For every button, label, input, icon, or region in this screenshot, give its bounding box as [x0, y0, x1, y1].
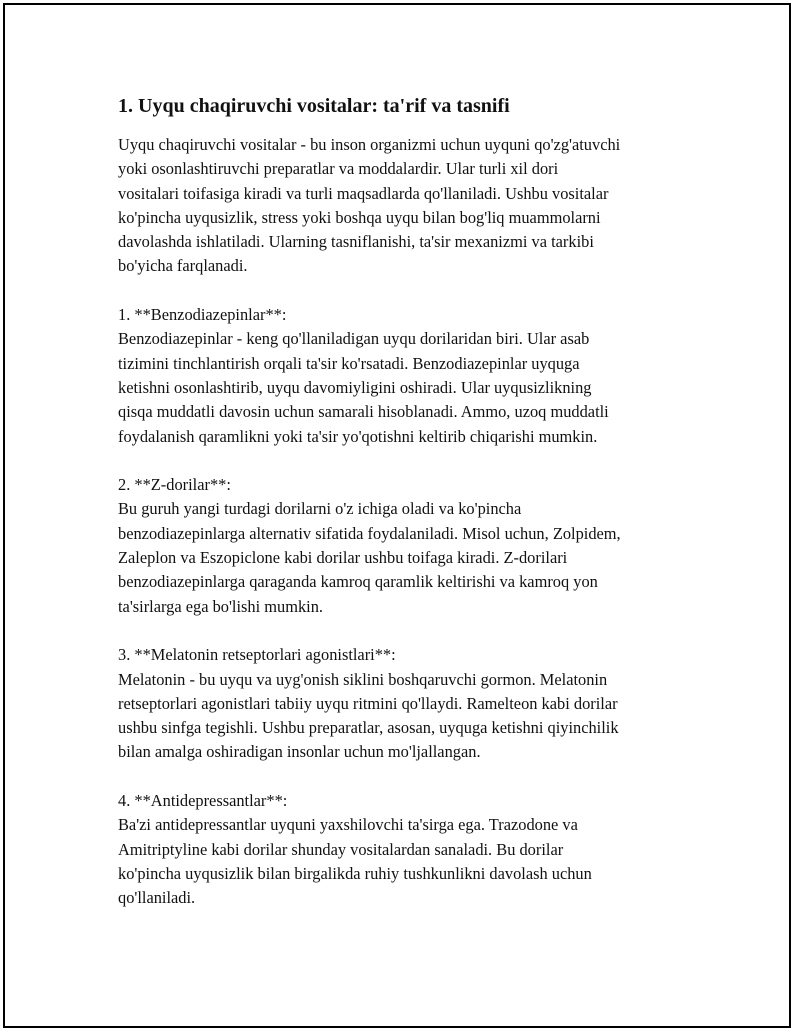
section-melatonin-agonists [118, 643, 698, 764]
intro-paragraph: Uyqu chaqiruvchi vositalar - bu inson organizmi uchun uyquni qo'zg'atuvchi yoki osonlashtiruvchi preparatlar va moddalardir. Ular turli xil dori vositalari toifasiga kiradi va turli maqsadlarda qo'llaniladi. Ushbu vositalar ko'pincha uyqusizlik, stress yoki boshqa uyqu bilan bog'liq muammolarni davolashda ishlatiladi. Ularning tasniflanishi, ta'sir mexanizmi va tarkibi bo'yicha farqlanadi. [118, 135, 621, 276]
section-heading: 1. **Benzodiazepinlar**: [118, 305, 287, 325]
section-antidepressants [118, 789, 698, 910]
section-benzodiazepines [118, 303, 698, 449]
section-heading: 3. **Melatonin retseptorlari agonistlari**: [118, 645, 396, 665]
section-z-drugs [118, 473, 698, 619]
paragraph-gap [118, 765, 698, 789]
document-title: 1. Uyqu chaqiruvchi vositalar: ta'rif va tasnifi [118, 95, 510, 117]
paragraph-gap [118, 449, 698, 473]
section-text: Benzodiazepinlar - keng qo'llaniladigan uyqu dorilaridan biri. Ular asab tizimini tinchlantirish orqali ta'sir ko'rsatadi. Benzodiazepinlar uyquga ketishni osonlashtirib, uyqu davomiyligini oshiradi. Ular uyqusizlikning qisqa muddatli davosin uchun samarali hisoblanadi. Ammo, uzoq muddatli foydalanish qaramlikni yoki ta'sir yo'qotishni keltirib chiqarishi mumkin. [118, 329, 609, 446]
section-text: Melatonin - bu uyqu va uyg'onish siklini boshqaruvchi gormon. Melatonin retseptorlari agonistlari tabiiy uyqu ritmini qo'llaydi. Ramelteon kabi dorilar ushbu sinfga tegishli. Ushbu preparatlar, asosan, uyquga ketishni qiyinchilik bilan amalga oshiradigan insonlar uchun mo'ljallangan. [118, 669, 619, 762]
section-heading: 2. **Z-dorilar**: [118, 475, 231, 495]
paragraph-gap [118, 279, 698, 303]
paragraph-gap [118, 619, 698, 643]
section-text: Ba'zi antidepressantlar uyquni yaxshilovchi ta'sirga ega. Trazodone va Amitriptyline kabi dorilar shunday vositalardan sanaladi. Bu dorilar ko'pincha uyqusizlik bilan birgalikda ruhiy tushkunlikni davolash uchun qo'llaniladi. [118, 815, 592, 908]
document-body [118, 92, 698, 911]
section-heading: 4. **Antidepressantlar**: [118, 791, 288, 811]
section-text: Bu guruh yangi turdagi dorilarni o'z ichiga oladi va ko'pincha benzodiazepinlarga alternativ sifatida foydalaniladi. Misol uchun, Zolpidem, Zaleplon va Eszopiclone kabi dorilar ushbu toifaga kiradi. Z-dorilari benzodiazepinlarga qaraganda kamroq qaramlik keltirishi va kamroq yon ta'sirlarga ega bo'lishi mumkin. [118, 499, 621, 616]
